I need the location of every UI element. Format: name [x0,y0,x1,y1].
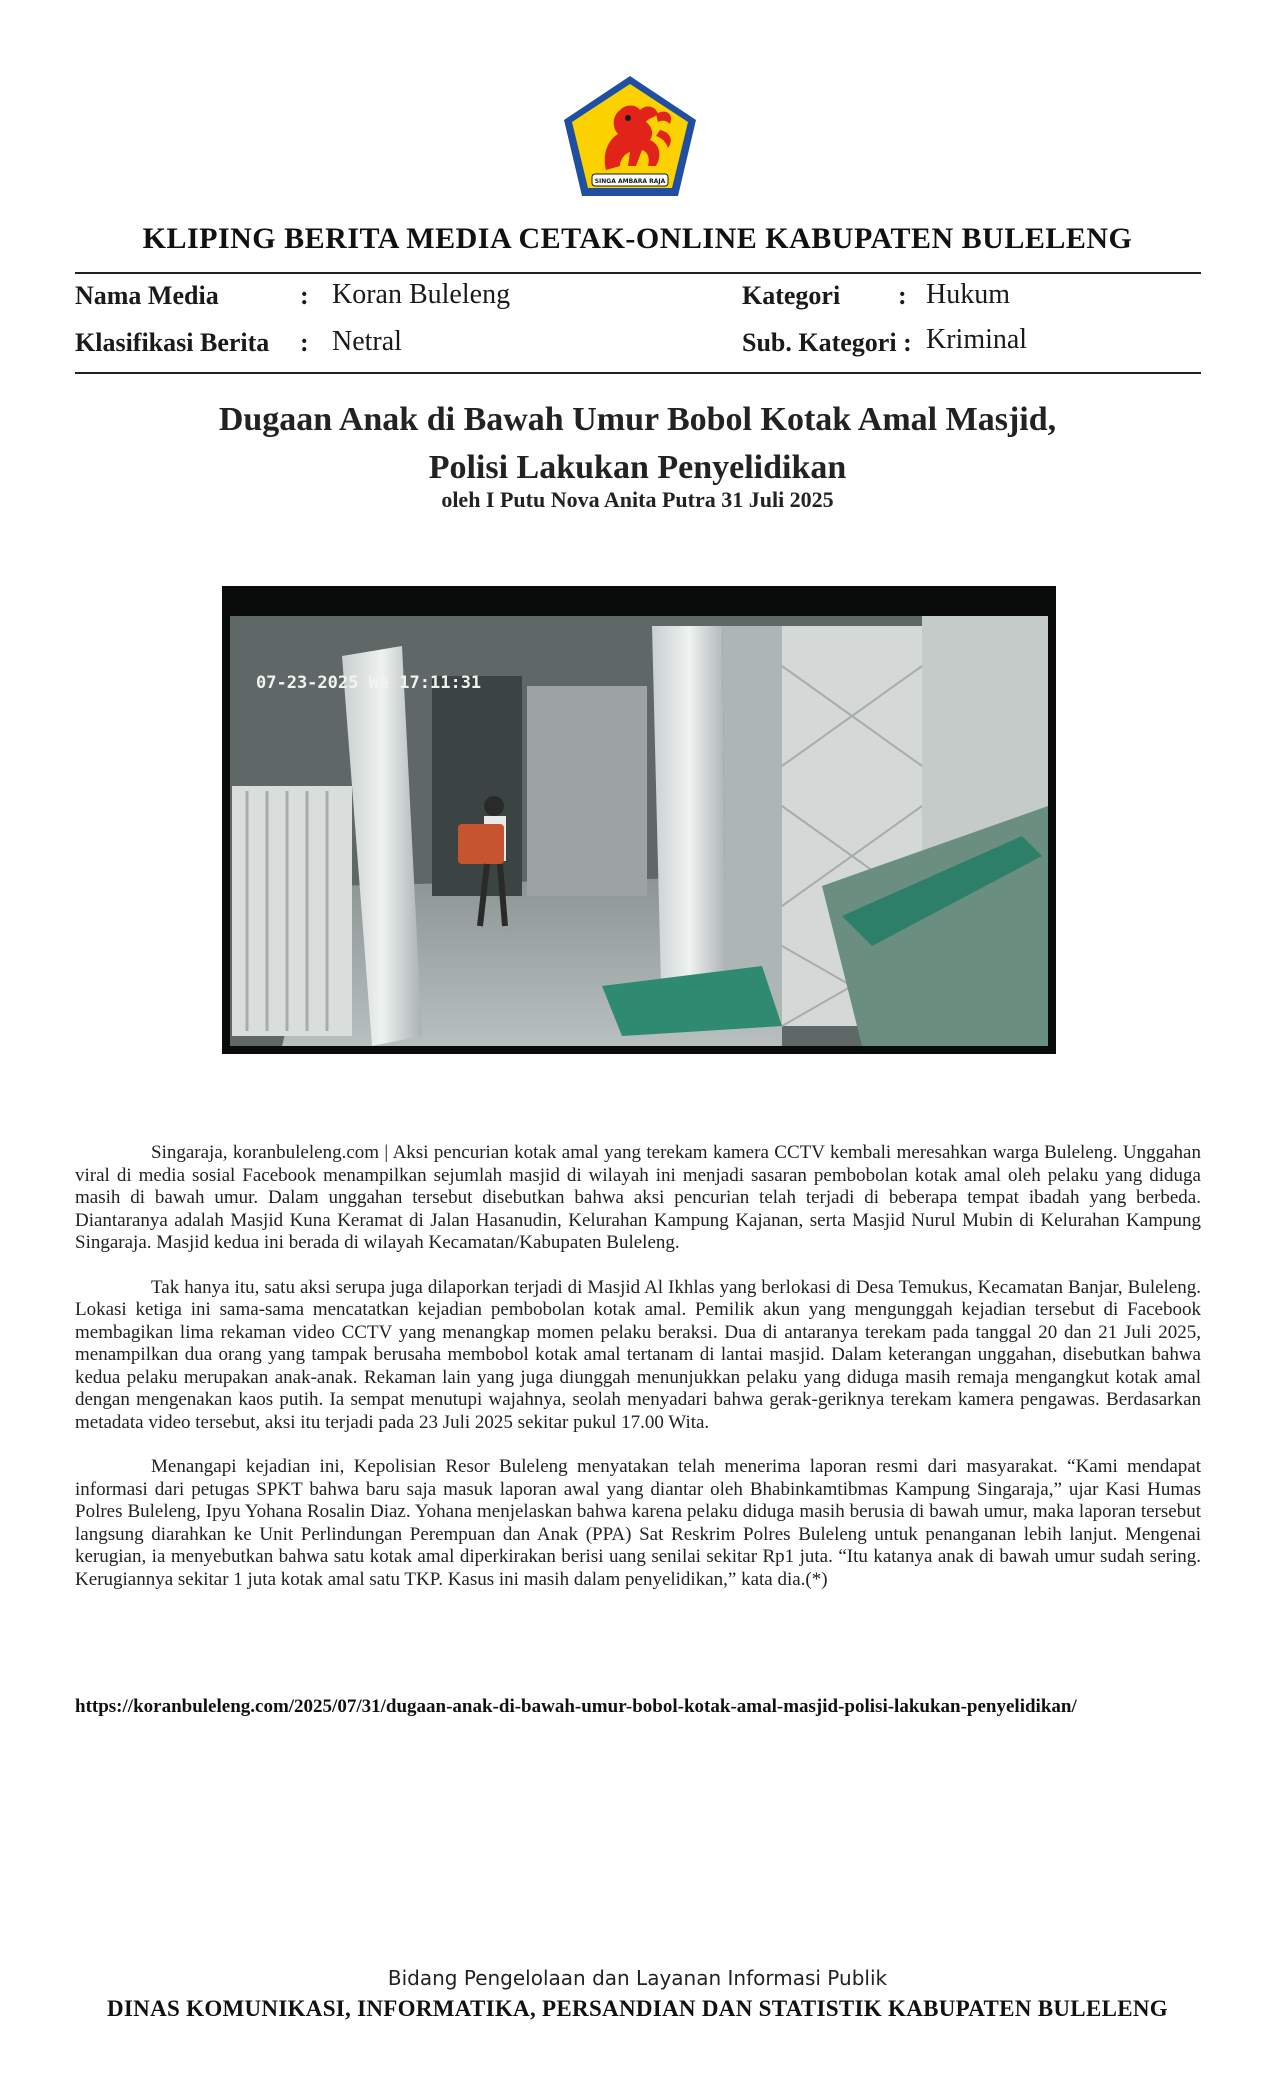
kategori-value: Hukum [926,279,1010,310]
article-paragraph-1: Singaraja, koranbuleleng.com | Aksi pencurian kotak amal yang terekam kamera CCTV kembali meresahkan warga Buleleng. Unggahan viral di media sosial Facebook menampilkan sejumlah masjid di wilayah ini menjadi sasaran pembobolan kotak amal oleh pelaku yang diduga masih di bawah umur. Dalam unggahan tersebut disebutkan bahwa aksi pencurian telah terjadi di beberapa tempat ibadah yang berbeda. Diantaranya adalah Masjid Kuna Keramat di Jalan Hasanudin, Kelurahan Kampung Kajanan, serta Masjid Nurul Mubin di Kelurahan Kampung Singaraja. Masjid kedua ini berada di wilayah Kecamatan/Kabupaten Buleleng. [75,1142,1201,1253]
article-paragraph-2: Tak hanya itu, satu aksi serupa juga dilaporkan terjadi di Masjid Al Ikhlas yang berlokasi di Desa Temukus, Kecamatan Banjar, Buleleng. Lokasi ketiga ini sama-sama mencatatkan kejadian pembobolan kotak amal. Pemilik akun yang mengunggah kejadian tersebut di Facebook membagikan lima rekaman video CCTV yang menangkap momen pelaku beraksi. Dua di antaranya terekam pada tanggal 20 dan 21 Juli 2025, menampilkan dua orang yang tampak berusaha membobol kotak amal tertanam di lantai masjid. Dalam keterangan unggahan, disebutkan bahwa kedua pelaku merupakan anak-anak. Rekaman lain yang juga diunggah menunjukkan pelaku yang diduga masih remaja mengangkut kotak amal dengan mengenakan kaos putih. Ia sempat menutupi wajahnya, seolah menyadari bahwa gerak-geriknya terekam kamera pengawas. Berdasarkan metadata video tersebut, aksi itu terjadi pada 23 Juli 2025 sekitar pukul 17.00 Wita. [75,1276,1201,1433]
nama-media-colon: : [300,281,309,310]
article-byline: oleh I Putu Nova Anita Putra 31 Juli 2025 [441,487,834,512]
lion-emblem-icon [562,74,698,198]
nama-media-label: Nama Media [75,281,219,310]
source-url-link[interactable]: https://koranbuleleng.com/2025/07/31/dugaan-anak-di-bawah-umur-bobol-kotak-amal-masjid-polisi-lakukan-penyelidikan/ [75,1696,1077,1717]
article-title-line-1: Dugaan Anak di Bawah Umur Bobol Kotak Amal Masjid, [218,401,1057,438]
header-divider-bottom [75,372,1201,374]
article-title-line-2: Polisi Lakukan Penyelidikan [428,449,847,486]
klasifikasi-colon: : [300,328,309,357]
buleleng-logo [562,74,698,198]
article-paragraph-3: Menangapi kejadian ini, Kepolisian Resor Buleleng menyatakan telah menerima laporan resmi dari masyarakat. “Kami mendapat informasi dari petugas SPKT bahwa baru saja masuk laporan awal yang diantar oleh Bhabinkamtibmas Kampung Singaraja,” ujar Kasi Humas Polres Buleleng, Ipyu Yohana Rosalin Diaz. Yohana menjelaskan bahwa karena pelaku diduga masih berusia di bawah umur, maka laporan tersebut langsung diarahkan ke Unit Perlindungan Perempuan dan Anak (PPA) Sat Reskrim Polres Buleleng untuk penanganan lebih lanjut. Mengenai kerugian, ia menyebutkan bahwa satu kotak amal diperkirakan berisi uang senilai sekitar Rp1 juta. “Itu katanya anak di bawah umur sudah sering. Kerugiannya sekitar 1 juta kotak amal satu TKP. Kasus ini masih dalam penyelidikan,” kata dia.(*) [75,1456,1201,1590]
header-divider-top [75,272,1201,274]
logo-motto: SINGA AMBARA RAJA [594,178,666,185]
klasifikasi-value: Netral [332,326,402,357]
clipping-header-title: KLIPING BERITA MEDIA CETAK-ONLINE KABUPATEN BULELENG [142,222,1133,255]
kategori-colon: : [898,281,907,310]
footer-agency: DINAS KOMUNIKASI, INFORMATIKA, PERSANDIAN DAN STATISTIK KABUPATEN BULELENG [107,1996,1168,2021]
cctv-timestamp: 07-23-2025 We 17:11:31 [256,673,482,693]
kategori-label: Kategori [742,281,841,310]
article-body [75,1142,1201,1613]
subkategori-label: Sub. Kategori : [742,328,912,357]
nama-media-value: Koran Buleleng [332,279,511,310]
cctv-photo [222,586,1056,1054]
article-title [0,396,1275,492]
subkategori-value: Kriminal [926,324,1028,355]
klasifikasi-label: Klasifikasi Berita [75,328,270,357]
footer-division: Bidang Pengelolaan dan Layanan Informasi Publik [387,1966,888,1990]
